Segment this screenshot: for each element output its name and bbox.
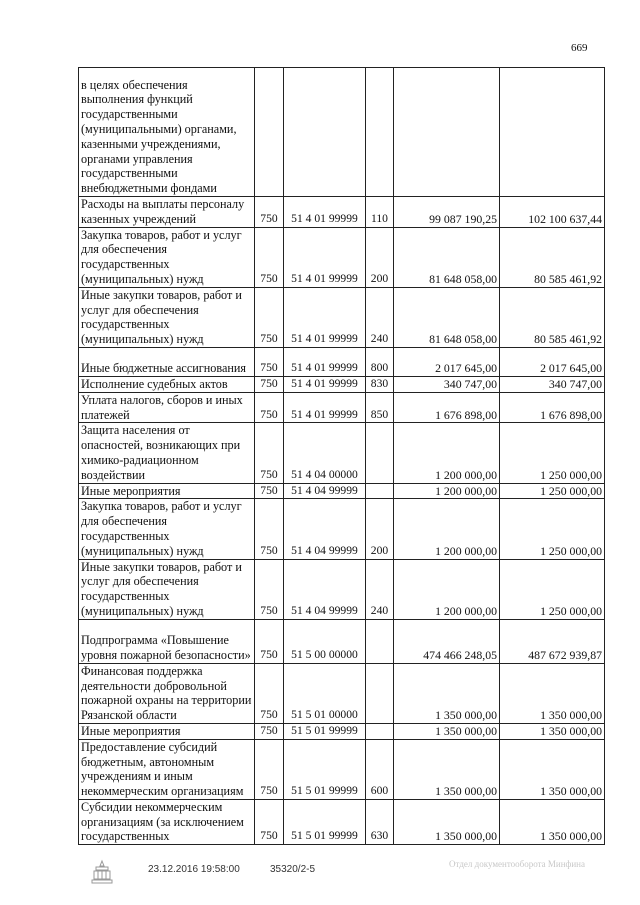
table-row — [79, 619, 605, 663]
row-amount-year1-cell: 81 648 058,00 — [394, 227, 500, 287]
row-amount-year2-cell: 80 585 461,92 — [500, 227, 605, 287]
row-code-cell: 750 — [255, 392, 284, 423]
row-code-cell: 750 — [255, 287, 284, 347]
row-expense-type-cell: 110 — [366, 197, 394, 228]
row-code-cell: 750 — [255, 376, 284, 392]
watermark-text: Отдел документооборота Минфина — [449, 859, 585, 869]
table-row — [79, 227, 605, 287]
row-amount-year1-cell: 1 200 000,00 — [394, 423, 500, 483]
row-target-article-cell: 51 5 01 00000 — [284, 663, 366, 723]
row-target-article-cell: 51 4 01 99999 — [284, 227, 366, 287]
row-amount-year1-cell: 1 350 000,00 — [394, 723, 500, 739]
row-amount-year2-cell: 487 672 939,87 — [500, 619, 605, 663]
row-amount-year1-cell: 1 350 000,00 — [394, 663, 500, 723]
row-amount-year2-cell: 1 676 898,00 — [500, 392, 605, 423]
row-name-cell: Иные мероприятия — [79, 723, 255, 739]
page-number: 669 — [571, 42, 588, 54]
row-code-cell: 750 — [255, 663, 284, 723]
row-target-article-cell: 51 4 01 99999 — [284, 197, 366, 228]
row-name-cell: Расходы на выплаты персоналу казенных учреждений — [79, 197, 255, 228]
row-amount-year2-cell: 1 350 000,00 — [500, 739, 605, 799]
row-amount-year1-cell: 1 200 000,00 — [394, 559, 500, 619]
row-name-cell: Иные закупки товаров, работ и услуг для обеспечения государственных (муниципальных) нужд — [79, 287, 255, 347]
row-target-article-cell: 51 4 01 99999 — [284, 376, 366, 392]
table-row — [79, 197, 605, 228]
row-amount-year2-cell: 1 350 000,00 — [500, 663, 605, 723]
row-amount-year2-cell: 1 350 000,00 — [500, 799, 605, 844]
row-amount-year2-cell: 340 747,00 — [500, 376, 605, 392]
table-row — [79, 68, 605, 197]
row-amount-year1-cell: 81 648 058,00 — [394, 287, 500, 347]
row-target-article-cell: 51 5 01 99999 — [284, 799, 366, 844]
row-target-article-cell: 51 4 04 99999 — [284, 483, 366, 499]
row-amount-year2-cell: 1 250 000,00 — [500, 423, 605, 483]
table-row — [79, 799, 605, 844]
budget-table — [78, 67, 605, 845]
row-name-cell: Предоставление субсидий бюджетным, автономным учреждениям и иным некоммерческим организациям — [79, 739, 255, 799]
row-target-article-cell: 51 4 04 99999 — [284, 559, 366, 619]
table-row — [79, 392, 605, 423]
row-target-article-cell: 51 5 01 99999 — [284, 723, 366, 739]
row-amount-year2-cell: 1 250 000,00 — [500, 499, 605, 559]
row-name-cell: Уплата налогов, сборов и иных платежей — [79, 392, 255, 423]
row-target-article-cell: 51 5 01 99999 — [284, 739, 366, 799]
table-row — [79, 559, 605, 619]
row-expense-type-cell — [366, 663, 394, 723]
table-row — [79, 483, 605, 499]
row-expense-type-cell: 850 — [366, 392, 394, 423]
row-amount-year2-cell — [500, 68, 605, 197]
row-target-article-cell: 51 4 01 99999 — [284, 287, 366, 347]
row-expense-type-cell — [366, 483, 394, 499]
row-target-article-cell: 51 4 04 00000 — [284, 423, 366, 483]
table-row — [79, 663, 605, 723]
row-amount-year2-cell: 102 100 637,44 — [500, 197, 605, 228]
row-expense-type-cell: 200 — [366, 499, 394, 559]
row-name-cell: Финансовая поддержка деятельности добровольной пожарной охраны на территории Рязанской области — [79, 663, 255, 723]
row-code-cell: 750 — [255, 723, 284, 739]
table-row — [79, 499, 605, 559]
row-name-cell: Закупка товаров, работ и услуг для обеспечения государственных (муниципальных) нужд — [79, 499, 255, 559]
row-expense-type-cell — [366, 619, 394, 663]
row-code-cell: 750 — [255, 197, 284, 228]
row-name-cell: в целях обеспечения выполнения функций государственными (муниципальными) органами, казенными учреждениями, органами управления государственными внебюджетными фондами — [79, 68, 255, 197]
row-amount-year1-cell: 1 350 000,00 — [394, 799, 500, 844]
row-amount-year2-cell: 1 250 000,00 — [500, 483, 605, 499]
row-name-cell: Подпрограмма «Повышение уровня пожарной безопасности» — [79, 619, 255, 663]
row-expense-type-cell: 200 — [366, 227, 394, 287]
row-name-cell: Защита населения от опасностей, возникающих при химико-радиационном воздействии — [79, 423, 255, 483]
row-expense-type-cell — [366, 423, 394, 483]
row-amount-year1-cell: 1 676 898,00 — [394, 392, 500, 423]
row-amount-year1-cell: 474 466 248,05 — [394, 619, 500, 663]
row-code-cell: 750 — [255, 619, 284, 663]
row-amount-year1-cell — [394, 68, 500, 197]
row-code-cell: 750 — [255, 347, 284, 376]
row-amount-year2-cell: 1 350 000,00 — [500, 723, 605, 739]
table-row — [79, 347, 605, 376]
row-code-cell: 750 — [255, 799, 284, 844]
row-code-cell: 750 — [255, 739, 284, 799]
row-name-cell: Закупка товаров, работ и услуг для обеспечения государственных (муниципальных) нужд — [79, 227, 255, 287]
row-code-cell — [255, 68, 284, 197]
row-amount-year1-cell: 99 087 190,25 — [394, 197, 500, 228]
row-target-article-cell: 51 4 04 99999 — [284, 499, 366, 559]
row-target-article-cell: 51 4 01 99999 — [284, 392, 366, 423]
table-row — [79, 423, 605, 483]
row-target-article-cell: 51 4 01 99999 — [284, 347, 366, 376]
row-amount-year2-cell: 80 585 461,92 — [500, 287, 605, 347]
row-target-article-cell: 51 5 00 00000 — [284, 619, 366, 663]
table-row — [79, 739, 605, 799]
row-code-cell: 750 — [255, 559, 284, 619]
row-amount-year1-cell: 1 200 000,00 — [394, 499, 500, 559]
row-code-cell: 750 — [255, 227, 284, 287]
row-code-cell: 750 — [255, 499, 284, 559]
row-name-cell: Иные закупки товаров, работ и услуг для обеспечения государственных (муниципальных) нужд — [79, 559, 255, 619]
row-expense-type-cell: 800 — [366, 347, 394, 376]
footer-timestamp: 23.12.2016 19:58:00 — [148, 864, 240, 875]
table-row — [79, 287, 605, 347]
row-code-cell: 750 — [255, 423, 284, 483]
row-amount-year1-cell: 2 017 645,00 — [394, 347, 500, 376]
row-expense-type-cell — [366, 723, 394, 739]
row-expense-type-cell: 830 — [366, 376, 394, 392]
row-amount-year1-cell: 1 200 000,00 — [394, 483, 500, 499]
row-name-cell: Субсидии некоммерческим организациям (за исключением государственных — [79, 799, 255, 844]
table-row — [79, 376, 605, 392]
row-code-cell: 750 — [255, 483, 284, 499]
row-amount-year1-cell: 340 747,00 — [394, 376, 500, 392]
footer-doc-id: 35320/2-5 — [270, 864, 316, 875]
row-name-cell: Иные бюджетные ассигнования — [79, 347, 255, 376]
row-expense-type-cell: 600 — [366, 739, 394, 799]
row-expense-type-cell: 630 — [366, 799, 394, 844]
row-expense-type-cell: 240 — [366, 559, 394, 619]
row-expense-type-cell — [366, 68, 394, 197]
row-name-cell: Исполнение судебных актов — [79, 376, 255, 392]
table-row — [79, 723, 605, 739]
row-amount-year2-cell: 2 017 645,00 — [500, 347, 605, 376]
row-target-article-cell — [284, 68, 366, 197]
row-name-cell: Иные мероприятия — [79, 483, 255, 499]
row-amount-year2-cell: 1 250 000,00 — [500, 559, 605, 619]
row-amount-year1-cell: 1 350 000,00 — [394, 739, 500, 799]
row-expense-type-cell: 240 — [366, 287, 394, 347]
